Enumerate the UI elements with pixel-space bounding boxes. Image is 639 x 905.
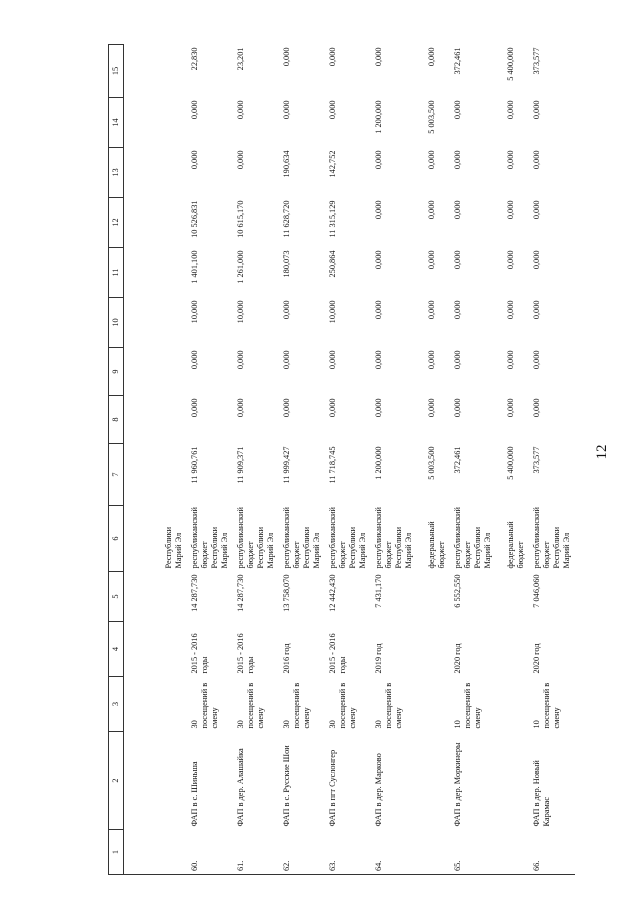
table-row bbox=[233, 45, 279, 875]
value-cell: 5 400,000 bbox=[506, 446, 515, 480]
value-cell: 22,830 bbox=[190, 47, 199, 71]
value-cell: 0,000 bbox=[236, 398, 245, 418]
col-header-8: 8 bbox=[109, 396, 124, 444]
table-header bbox=[109, 45, 124, 875]
row-number: 65. bbox=[450, 830, 496, 875]
col-header-5: 5 bbox=[109, 572, 124, 622]
construction-period: 2015 - 2016 годы bbox=[236, 633, 255, 674]
value-cell: 0,000 bbox=[506, 250, 515, 270]
value-cell: 0,000 bbox=[532, 100, 541, 120]
value-cell: 0,000 bbox=[427, 350, 436, 370]
value-cell: 0,000 bbox=[282, 100, 291, 120]
construction-period: 2015 - 2016 годы bbox=[190, 633, 209, 674]
table-row bbox=[124, 45, 188, 875]
value-cell: 0,000 bbox=[190, 350, 199, 370]
value-cell: 1 200,000 bbox=[374, 446, 383, 480]
table-body bbox=[124, 45, 576, 875]
value-cell: 0,000 bbox=[282, 300, 291, 320]
value-cell: 0,000 bbox=[374, 150, 383, 170]
value-cell: 190,634 bbox=[282, 150, 291, 178]
value-cell: 0,000 bbox=[427, 200, 436, 220]
value-cell: 10 615,170 bbox=[236, 200, 245, 238]
value-cell: 0,000 bbox=[236, 100, 245, 120]
table-row bbox=[187, 45, 233, 875]
value-cell: 0,000 bbox=[453, 150, 462, 170]
value-cell: 0,000 bbox=[506, 398, 515, 418]
col-header-2: 2 bbox=[109, 732, 124, 830]
funding-source: республиканский бюджет Республики Марий Эл bbox=[190, 507, 229, 569]
value-cell: 0,000 bbox=[328, 398, 337, 418]
row-number: 66. bbox=[529, 830, 575, 875]
facility-capacity: 30 посещений в смену bbox=[328, 682, 357, 729]
row-number: 62. bbox=[279, 830, 325, 875]
table-row bbox=[496, 45, 529, 875]
construction-period: 2020 год bbox=[532, 643, 541, 674]
value-cell: 10,000 bbox=[236, 300, 245, 324]
value-cell: 0,000 bbox=[506, 300, 515, 320]
col-header-12: 12 bbox=[109, 198, 124, 248]
value-cell: 0,000 bbox=[328, 47, 337, 67]
funding-source: республиканский бюджет Республики Марий Эл bbox=[374, 507, 413, 569]
facility-capacity: 30 посещений в смену bbox=[236, 682, 265, 729]
funding-source: федеральный бюджет bbox=[427, 521, 446, 569]
facility-name: ФАП в дер. Новый Карамас bbox=[532, 760, 551, 827]
estimated-cost: 13 758,070 bbox=[282, 574, 291, 612]
construction-period: 2016 год bbox=[282, 643, 291, 674]
col-header-13: 13 bbox=[109, 148, 124, 198]
value-cell: 1 200,000 bbox=[374, 100, 383, 134]
facility-name: ФАП в с. Шиньша bbox=[190, 761, 199, 827]
col-header-10: 10 bbox=[109, 298, 124, 348]
value-cell: 0,000 bbox=[374, 200, 383, 220]
value-cell: 0,000 bbox=[374, 350, 383, 370]
value-cell: 0,000 bbox=[328, 350, 337, 370]
col-header-3: 3 bbox=[109, 677, 124, 732]
funding-source: республиканский бюджет Республики Марий Эл bbox=[453, 507, 492, 569]
value-cell: 0,000 bbox=[427, 150, 436, 170]
value-cell: 0,000 bbox=[453, 398, 462, 418]
col-header-6: 6 bbox=[109, 506, 124, 572]
funding-source: республиканский бюджет Республики Марий Эл bbox=[328, 507, 367, 569]
table-row bbox=[325, 45, 371, 875]
construction-period: 2020 год bbox=[453, 643, 462, 674]
value-cell: 5 003,500 bbox=[427, 100, 436, 134]
value-cell: 0,000 bbox=[506, 200, 515, 220]
table-row bbox=[279, 45, 325, 875]
value-cell: 250,864 bbox=[328, 250, 337, 278]
value-cell: 0,000 bbox=[374, 300, 383, 320]
col-header-1: 1 bbox=[109, 830, 124, 875]
funding-source: федеральный бюджет bbox=[506, 521, 525, 569]
value-cell: 23,201 bbox=[236, 47, 245, 71]
facility-capacity: 30 посещений в смену bbox=[282, 682, 311, 729]
value-cell: 0,000 bbox=[453, 100, 462, 120]
value-cell: 5 400,000 bbox=[506, 47, 515, 81]
value-cell: 0,000 bbox=[374, 250, 383, 270]
col-header-15: 15 bbox=[109, 45, 124, 98]
estimated-cost: 14 287,730 bbox=[190, 574, 199, 612]
value-cell: 0,000 bbox=[190, 398, 199, 418]
value-cell: 0,000 bbox=[427, 47, 436, 67]
value-cell: 0,000 bbox=[506, 150, 515, 170]
facility-name: ФАП в пгт Суслонгер bbox=[328, 749, 337, 827]
value-cell: 0,000 bbox=[506, 100, 515, 120]
value-cell: 373,577 bbox=[532, 446, 541, 474]
value-cell: 0,000 bbox=[453, 250, 462, 270]
carryover-source: Республики Марий Эл bbox=[164, 526, 183, 569]
estimated-cost: 7 431,170 bbox=[374, 574, 383, 608]
value-cell: 0,000 bbox=[532, 200, 541, 220]
facility-capacity: 30 посещений в смену bbox=[374, 682, 403, 729]
value-cell: 372,461 bbox=[453, 446, 462, 474]
value-cell: 0,000 bbox=[190, 150, 199, 170]
col-header-11: 11 bbox=[109, 248, 124, 298]
value-cell: 1 401,100 bbox=[190, 250, 199, 284]
value-cell: 0,000 bbox=[427, 300, 436, 320]
estimated-cost: 6 552,550 bbox=[453, 574, 462, 608]
value-cell: 0,000 bbox=[374, 47, 383, 67]
col-header-7: 7 bbox=[109, 444, 124, 506]
row-number: 64. bbox=[371, 830, 417, 875]
value-cell: 11 628,720 bbox=[282, 200, 291, 238]
construction-period: 2015 - 2016 годы bbox=[328, 633, 347, 674]
funding-source: республиканский бюджет Республики Марий Эл bbox=[236, 507, 275, 569]
facilities-table bbox=[108, 44, 575, 875]
col-header-9: 9 bbox=[109, 348, 124, 396]
value-cell: 0,000 bbox=[506, 350, 515, 370]
facility-capacity: 10 посещений в смену bbox=[453, 682, 482, 729]
value-cell: 11 315,129 bbox=[328, 200, 337, 238]
value-cell: 0,000 bbox=[453, 350, 462, 370]
col-header-4: 4 bbox=[109, 622, 124, 677]
column-number-row bbox=[109, 45, 124, 875]
table-row bbox=[371, 45, 417, 875]
value-cell: 0,000 bbox=[532, 150, 541, 170]
estimated-cost: 7 046,060 bbox=[532, 574, 541, 608]
construction-period: 2019 год bbox=[374, 643, 383, 674]
value-cell: 0,000 bbox=[427, 250, 436, 270]
value-cell: 0,000 bbox=[190, 100, 199, 120]
value-cell: 372,461 bbox=[453, 47, 462, 75]
value-cell: 11 718,745 bbox=[328, 446, 337, 484]
table-row bbox=[417, 45, 450, 875]
row-number: 61. bbox=[233, 830, 279, 875]
funding-source: республиканский бюджет Республики Марий Эл bbox=[532, 507, 571, 569]
value-cell: 0,000 bbox=[453, 200, 462, 220]
value-cell: 5 003,500 bbox=[427, 446, 436, 480]
value-cell: 10,000 bbox=[190, 300, 199, 324]
estimated-cost: 14 287,730 bbox=[236, 574, 245, 612]
value-cell: 0,000 bbox=[532, 350, 541, 370]
row-number: 60. bbox=[187, 830, 233, 875]
value-cell: 10 526,831 bbox=[190, 200, 199, 238]
row-number: 63. bbox=[325, 830, 371, 875]
value-cell: 0,000 bbox=[453, 300, 462, 320]
value-cell: 0,000 bbox=[427, 398, 436, 418]
value-cell: 10,000 bbox=[328, 300, 337, 324]
facility-name: ФАП в дер. Моркинеры bbox=[453, 742, 462, 827]
value-cell: 0,000 bbox=[236, 150, 245, 170]
value-cell: 0,000 bbox=[282, 47, 291, 67]
value-cell: 0,000 bbox=[328, 100, 337, 120]
facility-capacity: 30 посещений в смену bbox=[190, 682, 219, 729]
value-cell: 11 999,427 bbox=[282, 446, 291, 484]
value-cell: 0,000 bbox=[532, 250, 541, 270]
value-cell: 0,000 bbox=[374, 398, 383, 418]
table-row bbox=[529, 45, 575, 875]
value-cell: 0,000 bbox=[532, 300, 541, 320]
value-cell: 0,000 bbox=[282, 398, 291, 418]
facility-name: ФАП в дер. Алашайка bbox=[236, 748, 245, 827]
value-cell: 0,000 bbox=[282, 350, 291, 370]
funding-source: республиканский бюджет Республики Марий Эл bbox=[282, 507, 321, 569]
rotated-table-container bbox=[108, 45, 598, 875]
facility-name: ФАП в дер. Марково bbox=[374, 753, 383, 827]
value-cell: 373,577 bbox=[532, 47, 541, 75]
facility-capacity: 10 посещений в смену bbox=[532, 682, 561, 729]
estimated-cost: 12 442,430 bbox=[328, 574, 337, 612]
col-header-14: 14 bbox=[109, 98, 124, 148]
facility-name: ФАП в с. Русские Шои bbox=[282, 745, 291, 827]
value-cell: 180,073 bbox=[282, 250, 291, 278]
value-cell: 0,000 bbox=[236, 350, 245, 370]
value-cell: 1 261,000 bbox=[236, 250, 245, 284]
table-row bbox=[450, 45, 496, 875]
value-cell: 142,752 bbox=[328, 150, 337, 178]
value-cell: 0,000 bbox=[532, 398, 541, 418]
value-cell: 11 909,371 bbox=[236, 446, 245, 484]
value-cell: 11 960,761 bbox=[190, 446, 199, 484]
page-number: 12 bbox=[594, 444, 610, 460]
